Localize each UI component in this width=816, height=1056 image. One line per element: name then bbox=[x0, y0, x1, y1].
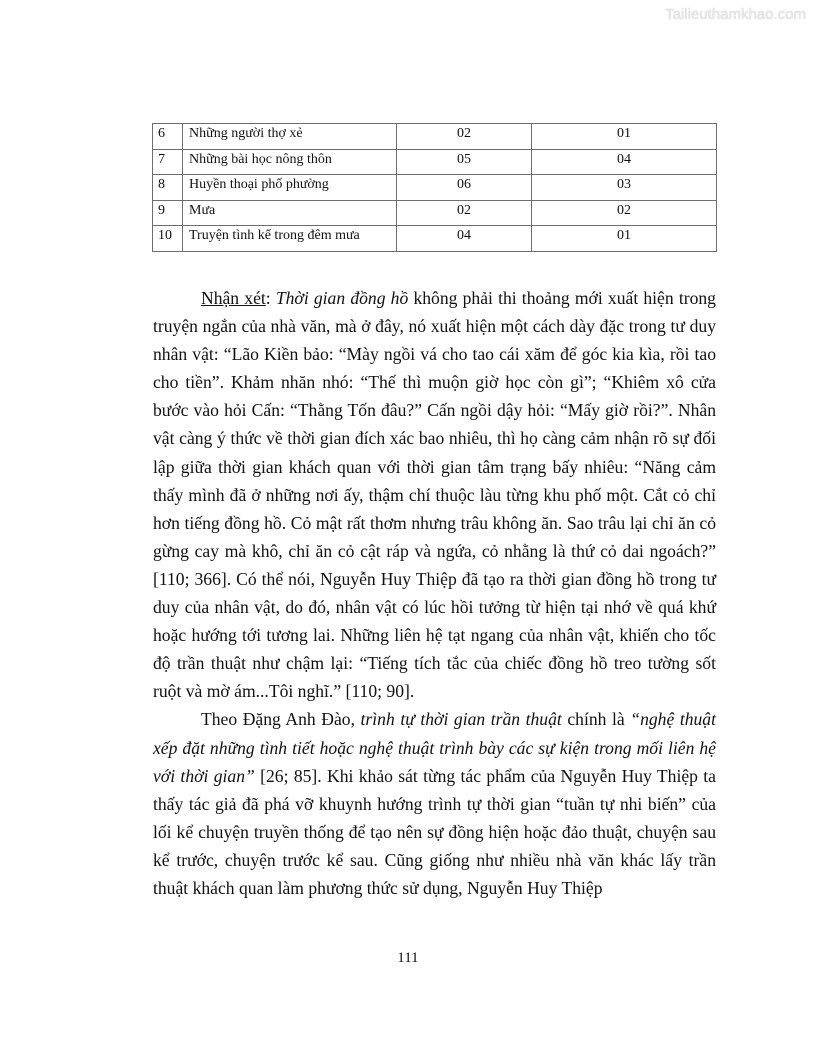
paragraph-remark bbox=[153, 284, 716, 705]
count-col2: 01 bbox=[532, 124, 717, 150]
count-col1: 02 bbox=[397, 124, 532, 150]
row-number: 8 bbox=[153, 175, 183, 201]
table-row bbox=[153, 124, 717, 150]
p2-mid: chính là bbox=[561, 709, 631, 730]
table-row bbox=[153, 200, 717, 226]
work-title: Những người thợ xẻ bbox=[183, 124, 397, 150]
table-row bbox=[153, 175, 717, 201]
work-title: Những bài học nông thôn bbox=[183, 149, 397, 175]
term-narrative-order: trình tự thời gian trần thuật bbox=[360, 709, 562, 730]
works-table bbox=[152, 123, 717, 252]
remark-colon: : bbox=[265, 288, 276, 308]
row-number: 6 bbox=[153, 124, 183, 150]
p2-intro: Theo Đặng Anh Đào, bbox=[201, 709, 361, 730]
table-row bbox=[153, 226, 717, 252]
p2-text: [26; 85]. Khi khảo sát từng tác phẩm của Nguyễn Huy Thiệp ta thấy tác giả đã phá vỡ khuynh hướng trình tự thời gian “tuần tự nhi biến” của lối kể chuyện truyền thống để tạo nên sự đồng hiện hoặc đảo thuật, chuyện sau kể trước, chuyện trước kể sau. Cũng giống như nhiều nhà văn khác lấy trần thuật khách quan làm phương thức sử dụng, Nguyễn Huy Thiệp bbox=[153, 765, 716, 898]
count-col2: 03 bbox=[532, 175, 717, 201]
term-clock-time: Thời gian đồng hồ bbox=[275, 288, 409, 308]
remark-text: không phải thi thoảng mới xuất hiện trong truyện ngắn của nhà văn, mà ở đây, nó xuất hiện một cách dày đặc trong tư duy nhân vật: “Lão Kiền bảo: “Mày ngồi vá cho tao cái xăm để góc kia kìa, rồi tao cho tiền”. Khảm nhăn nhó: “Thế thì muộn giờ học còn gì”; “Khiêm xô cửa bước vào hỏi Cấn: “Thằng Tốn đâu?” Cấn ngồi dậy hỏi: “Mấy giờ rồi?”. Nhân vật càng ý thức về thời gian đích xác bao nhiêu, thì họ càng cảm nhận rõ sự đối lập giữa thời gian khách quan với thời gian tâm trạng bấy nhiêu: “Năng cảm thấy mình đã ở những nơi ấy, thậm chí thuộc làu từng khu phố một. Cắt cỏ chỉ hơn tiếng đồng hồ. Cỏ mật rất thơm nhưng trâu không ăn. Sao trâu lại chỉ ăn cỏ gừng cay mà khô, chỉ ăn cỏ cật ráp và ngứa, cỏ nhằng là thứ cỏ dai ngoách?” [110; 366]. Có thể nói, Nguyễn Huy Thiệp đã tạo ra thời gian đồng hồ trong tư duy của nhân vật, do đó, nhân vật có lúc hồi tưởng từ hiện tại nhớ về quá khứ hoặc hướng tới tương lai. Những liên hệ tạt ngang của nhân vật, khiến cho tốc độ trần thuật như chậm lại: “Tiếng tích tắc của chiếc đồng hồ treo tường sốt ruột và mờ ám...Tôi nghĩ.” [110; 90]. bbox=[153, 288, 716, 702]
count-col1: 06 bbox=[397, 175, 532, 201]
definition-quote: “nghệ thuật xếp đặt những tình tiết hoặc nghệ thuật trình bày các sự kiện trong mối liên hệ với thời gian” bbox=[153, 709, 716, 786]
work-title: Huyền thoại phố phường bbox=[183, 175, 397, 201]
remark-label: Nhận xét bbox=[201, 288, 266, 308]
page-number: 111 bbox=[397, 950, 419, 966]
row-number: 10 bbox=[153, 226, 183, 252]
count-col1: 04 bbox=[397, 226, 532, 252]
count-col1: 02 bbox=[397, 200, 532, 226]
count-col2: 01 bbox=[532, 226, 717, 252]
body-text bbox=[153, 284, 716, 902]
count-col2: 04 bbox=[532, 149, 717, 175]
work-title: Mưa bbox=[183, 200, 397, 226]
row-number: 7 bbox=[153, 149, 183, 175]
paragraph-narrative-order bbox=[153, 705, 716, 902]
table-row bbox=[153, 149, 717, 175]
count-col2: 02 bbox=[532, 200, 717, 226]
row-number: 9 bbox=[153, 200, 183, 226]
work-title: Truyện tình kể trong đêm mưa bbox=[183, 226, 397, 252]
count-col1: 05 bbox=[397, 149, 532, 175]
watermark: Tailieuthamkhao.com bbox=[665, 6, 806, 23]
